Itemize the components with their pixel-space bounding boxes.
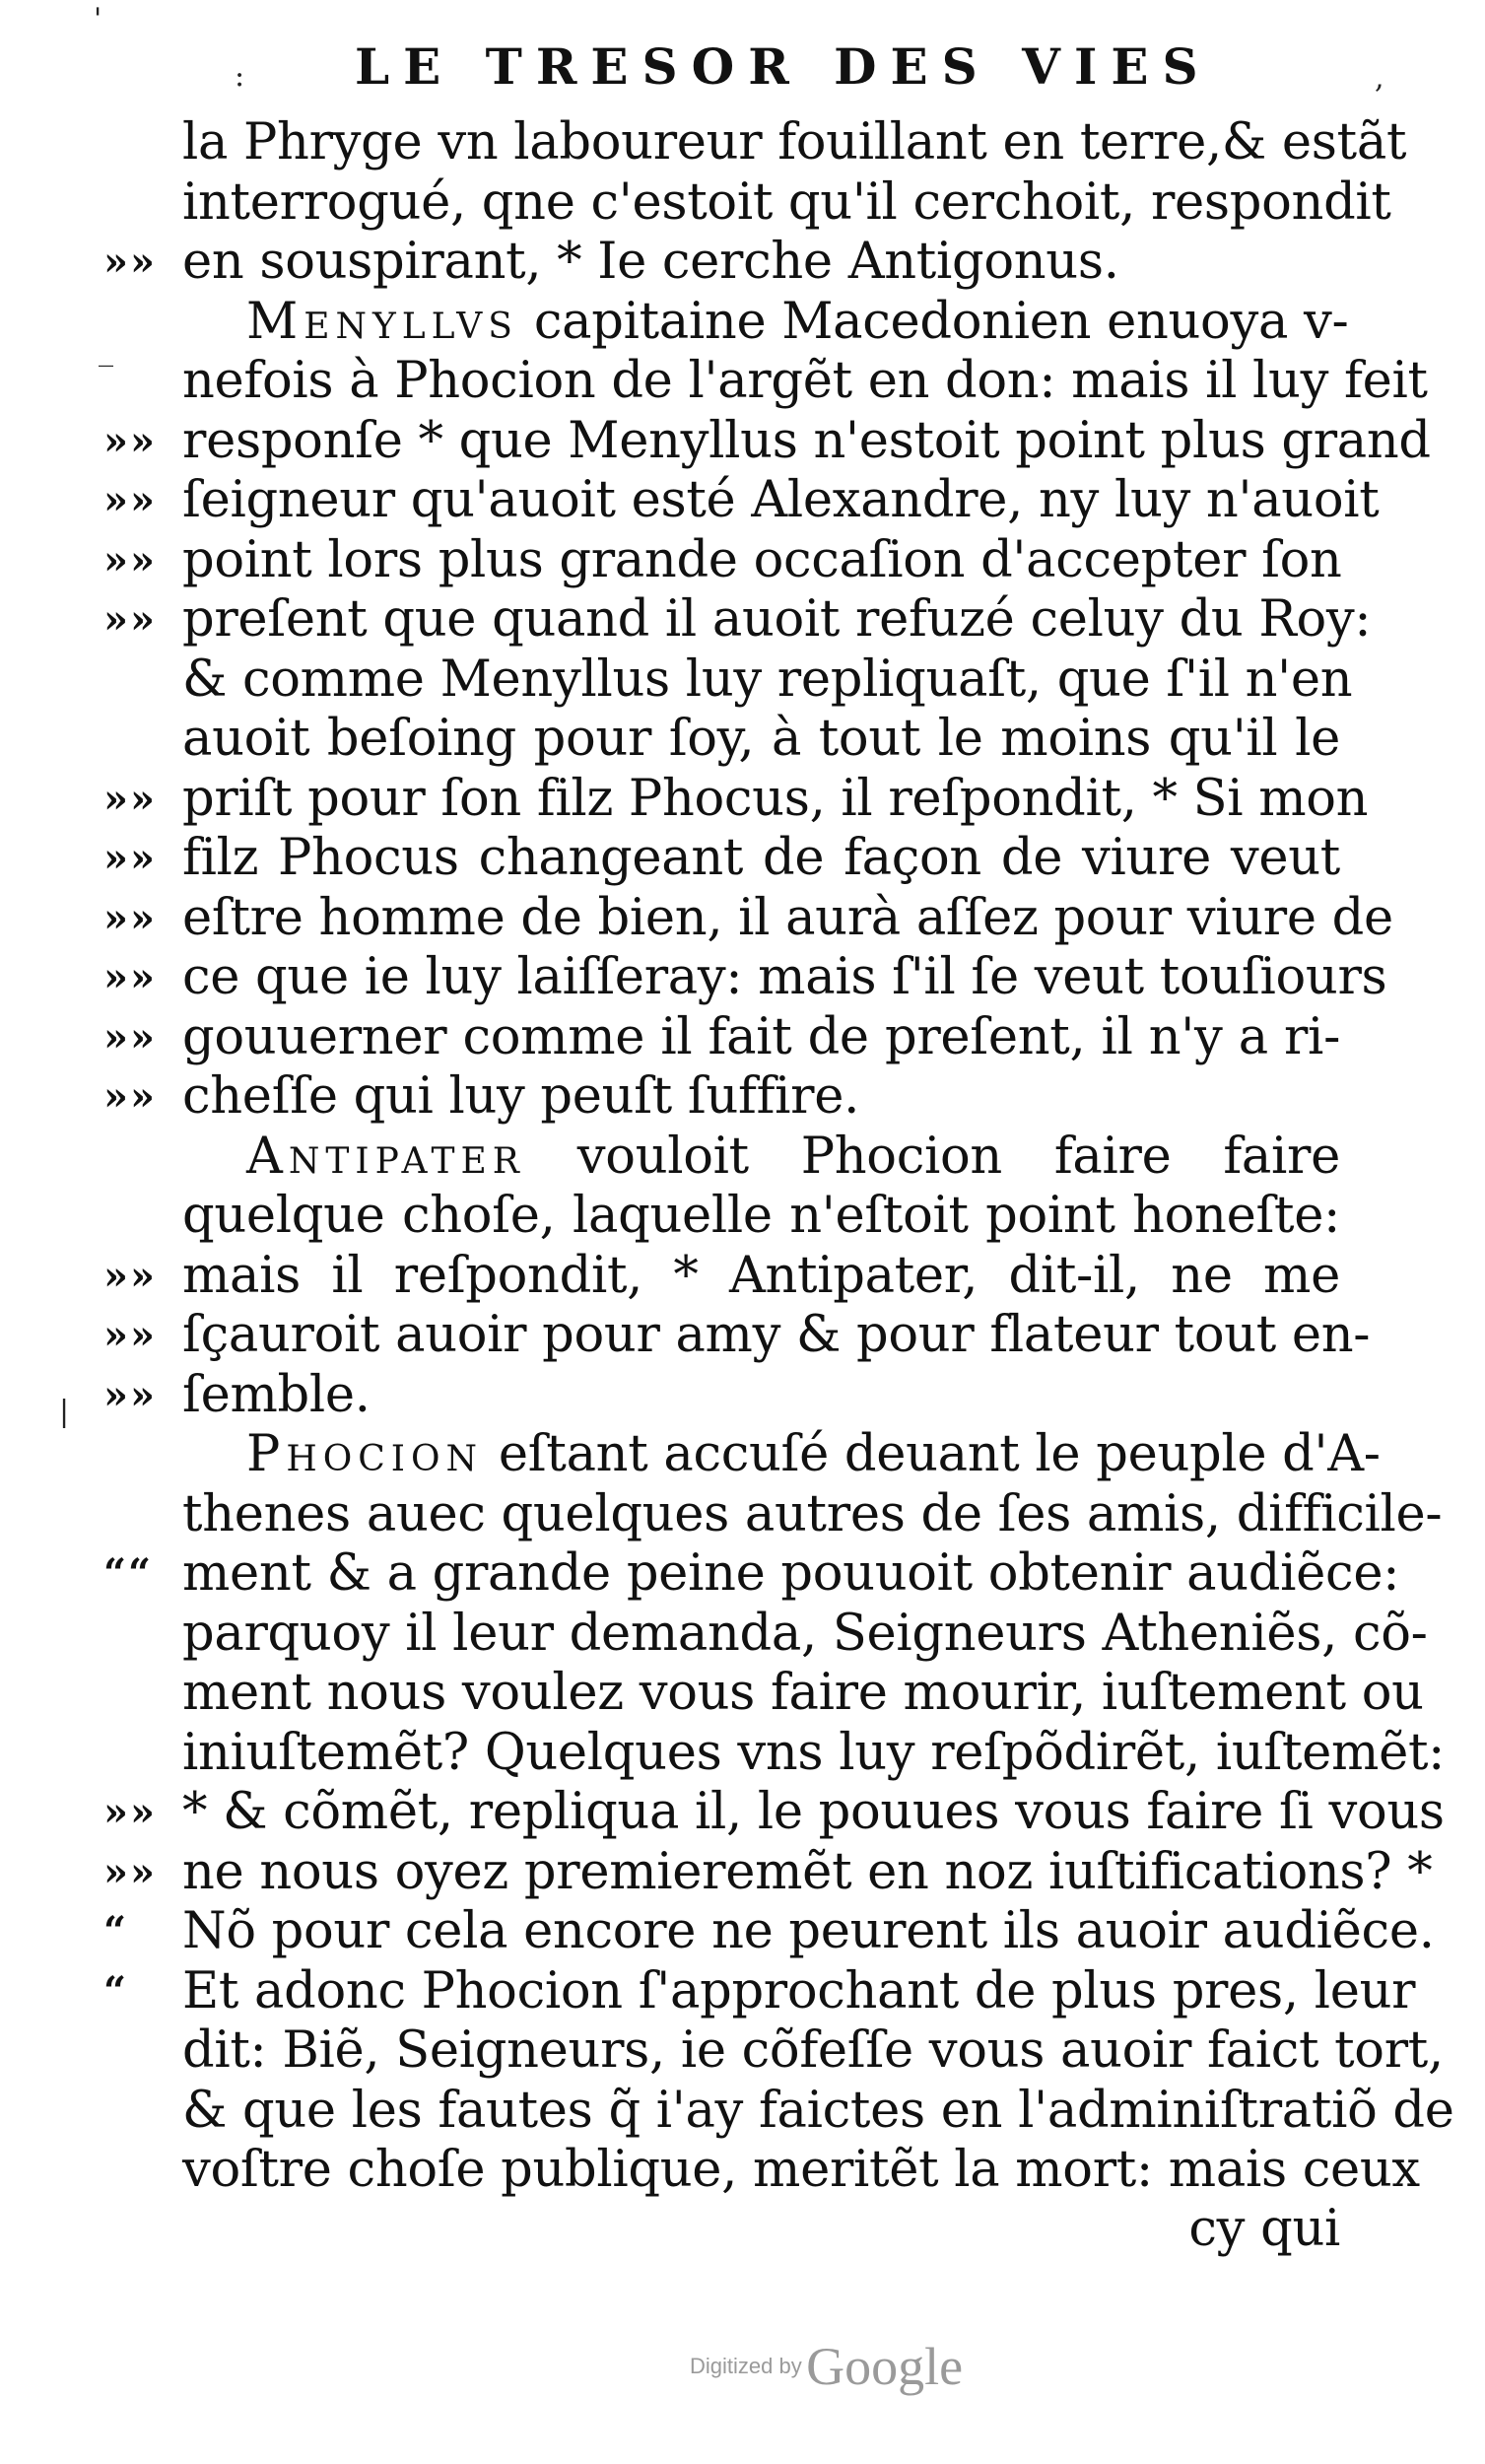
margin-quote-marker: ““ bbox=[103, 1550, 154, 1597]
text-line bbox=[182, 1664, 1424, 1724]
text-line bbox=[103, 1842, 1433, 1903]
text-line bbox=[182, 2081, 1454, 2142]
line-text: ment & a grande peine pouuoit obtenir audiẽce: bbox=[182, 1544, 1400, 1603]
line-text: en souspirant, * Ie cerche Antigonus. bbox=[182, 233, 1119, 291]
text-line bbox=[182, 172, 1391, 234]
text-line bbox=[103, 829, 1340, 889]
line-text: parquoy il leur demanda, Seigneurs Atheniẽs, cõ- bbox=[182, 1604, 1428, 1663]
text-line bbox=[103, 769, 1369, 830]
line-text: ment nous voulez vous faire mourir, iuſtement ou bbox=[182, 1664, 1424, 1722]
text-line bbox=[182, 292, 1349, 353]
line-text: ne nous oyez premieremẽt en noz iuſtifications? * bbox=[182, 1842, 1433, 1901]
text-line bbox=[182, 1484, 1443, 1545]
text-line bbox=[103, 471, 1380, 531]
stray-mark: ' bbox=[94, 2, 102, 36]
line-text: eſtre homme de bien, il aurà aſſez pour viure de bbox=[182, 888, 1393, 947]
text-line bbox=[103, 1365, 1340, 1426]
line-text: dit: Biẽ, Seigneurs, ie cõfeſſe vous auoir faict tort, bbox=[182, 2021, 1444, 2080]
line-text: auoit beſoing pour ſoy, à tout le moins qu'il le bbox=[182, 710, 1340, 768]
line-text: interrogué, qne c'estoit qu'il cerchoit, respondit bbox=[182, 172, 1391, 232]
text-line bbox=[182, 1128, 1340, 1188]
margin-quote-marker: »» bbox=[103, 1371, 157, 1418]
google-logo: Google bbox=[806, 2337, 964, 2396]
line-text: nefois à Phocion de l'argẽt en don: mais il luy feit bbox=[182, 352, 1428, 410]
catchword bbox=[182, 2200, 1340, 2260]
margin-quote-marker: »» bbox=[103, 417, 157, 464]
line-text: & comme Menyllus luy repliquaſt, que ſ'il n'en bbox=[182, 650, 1353, 709]
line-text: ſçauroit auoir pour amy & pour flateur tout en- bbox=[182, 1306, 1371, 1364]
line-text: Et adonc Phocion ſ'approchant de plus pres, leur bbox=[182, 1961, 1416, 2020]
line-text: vouloit Phocion faire faire bbox=[524, 1127, 1340, 1186]
margin-quote-marker: »» bbox=[103, 835, 157, 881]
margin-quote-marker: »» bbox=[103, 477, 157, 523]
text-line bbox=[182, 650, 1353, 711]
line-text: responſe * que Menyllus n'estoit point plus grand bbox=[182, 411, 1431, 470]
paragraph-lead-name: Antipater bbox=[246, 1127, 525, 1186]
margin-quote-marker: »» bbox=[103, 1252, 157, 1299]
margin-quote-marker: “ bbox=[103, 1908, 129, 1954]
margin-quote-marker: »» bbox=[103, 239, 157, 285]
line-text: mais il reſpondit, * Antipater, dit-il, ne me bbox=[182, 1246, 1340, 1305]
text-line bbox=[103, 1902, 1435, 1962]
text-line bbox=[182, 2021, 1444, 2082]
stray-mark: : bbox=[235, 59, 245, 94]
paragraph-lead-name: Phocion bbox=[246, 1425, 484, 1483]
text-line bbox=[182, 1723, 1446, 1784]
line-text: voſtre choſe publique, meritẽt la mort: mais ceux bbox=[182, 2141, 1420, 2199]
text-line bbox=[182, 710, 1340, 770]
text-line bbox=[182, 1604, 1428, 1665]
text-line bbox=[182, 2141, 1420, 2201]
margin-quote-marker: »» bbox=[103, 1848, 157, 1895]
text-line bbox=[103, 530, 1342, 591]
text-line bbox=[103, 411, 1431, 472]
margin-quote-marker: »» bbox=[103, 954, 157, 1000]
line-text: & que les fautes q̃ i'ay faictes en l'adminiſtratiõ de bbox=[182, 2081, 1454, 2140]
text-line bbox=[103, 1067, 1340, 1128]
text-line bbox=[103, 1246, 1340, 1307]
line-text: iniuſtemẽt? Quelques vns luy reſpõdirẽt, iuſtemẽt: bbox=[182, 1723, 1446, 1782]
running-header: LE TRESOR DES VIES bbox=[355, 37, 1212, 96]
stray-mark: _ bbox=[99, 333, 113, 368]
line-text: cheſſe qui luy peuſt ſuffire. bbox=[182, 1067, 860, 1126]
line-text: ce que ie luy laiſſeray: mais ſ'il ſe veut touſiours bbox=[182, 948, 1387, 1006]
text-line bbox=[103, 233, 1340, 293]
margin-quote-marker: »» bbox=[103, 536, 157, 583]
text-line bbox=[182, 113, 1407, 173]
line-text: Nõ pour cela encore ne peurent ils auoir audiẽce. bbox=[182, 1902, 1435, 1960]
text-line bbox=[182, 1187, 1340, 1247]
margin-quote-marker: »» bbox=[103, 775, 157, 822]
line-text: priſt pour ſon filz Phocus, il reſpondit, * Si mon bbox=[182, 769, 1369, 828]
text-line bbox=[103, 888, 1393, 949]
line-text: ſeigneur qu'auoit esté Alexandre, ny luy n'auoit bbox=[182, 471, 1380, 529]
margin-quote-marker: »» bbox=[103, 894, 157, 941]
text-line bbox=[103, 1007, 1340, 1068]
margin-quote-marker: “ bbox=[103, 1967, 129, 2015]
line-text: ſemble. bbox=[182, 1365, 371, 1424]
margin-quote-marker: »» bbox=[103, 1789, 157, 1835]
line-text: thenes auec quelques autres de ſes amis, difficile- bbox=[182, 1484, 1443, 1543]
text-line bbox=[182, 1425, 1381, 1485]
line-text: eſtant accuſé deuant le peuple d'A- bbox=[483, 1425, 1381, 1483]
text-line bbox=[103, 948, 1387, 1008]
digitized-label: Digitized by bbox=[690, 2354, 802, 2378]
line-text: la Phryge vn laboureur fouillant en terre,& estãt bbox=[182, 113, 1407, 171]
line-text: * & cõmẽt, repliqua il, le pouues vous faire ſi vous bbox=[182, 1783, 1445, 1841]
margin-quote-marker: »» bbox=[103, 1073, 157, 1120]
margin-quote-marker: »» bbox=[103, 1013, 157, 1061]
line-text: preſent que quand il auoit refuzé celuy du Roy: bbox=[182, 590, 1372, 649]
body-text bbox=[103, 113, 1454, 2201]
text-line bbox=[103, 1306, 1371, 1366]
line-text: quelque choſe, laquelle n'eſtoit point honeſte: bbox=[182, 1187, 1340, 1245]
line-text: gouuerner comme il fait de preſent, il n'y a ri- bbox=[182, 1007, 1340, 1066]
margin-quote-marker: »» bbox=[103, 596, 157, 643]
catchword-text: cy qui bbox=[1188, 2200, 1340, 2258]
paragraph-lead-name: Menyllvs bbox=[246, 292, 518, 351]
margin-quote-marker: »» bbox=[103, 1312, 157, 1358]
stray-mark: , bbox=[1375, 61, 1384, 96]
text-line bbox=[103, 1783, 1445, 1843]
digitized-by-footer bbox=[690, 2336, 963, 2397]
stray-mark: | bbox=[59, 1395, 70, 1429]
text-line bbox=[103, 590, 1372, 650]
line-text: capitaine Macedonien enuoya v- bbox=[517, 292, 1349, 351]
text-line bbox=[103, 1544, 1400, 1605]
line-text: point lors plus grande occaſion d'accepter ſon bbox=[182, 530, 1342, 589]
text-line bbox=[182, 352, 1428, 412]
text-line bbox=[103, 1961, 1416, 2022]
line-text: filz Phocus changeant de façon de viure veut bbox=[182, 829, 1340, 887]
